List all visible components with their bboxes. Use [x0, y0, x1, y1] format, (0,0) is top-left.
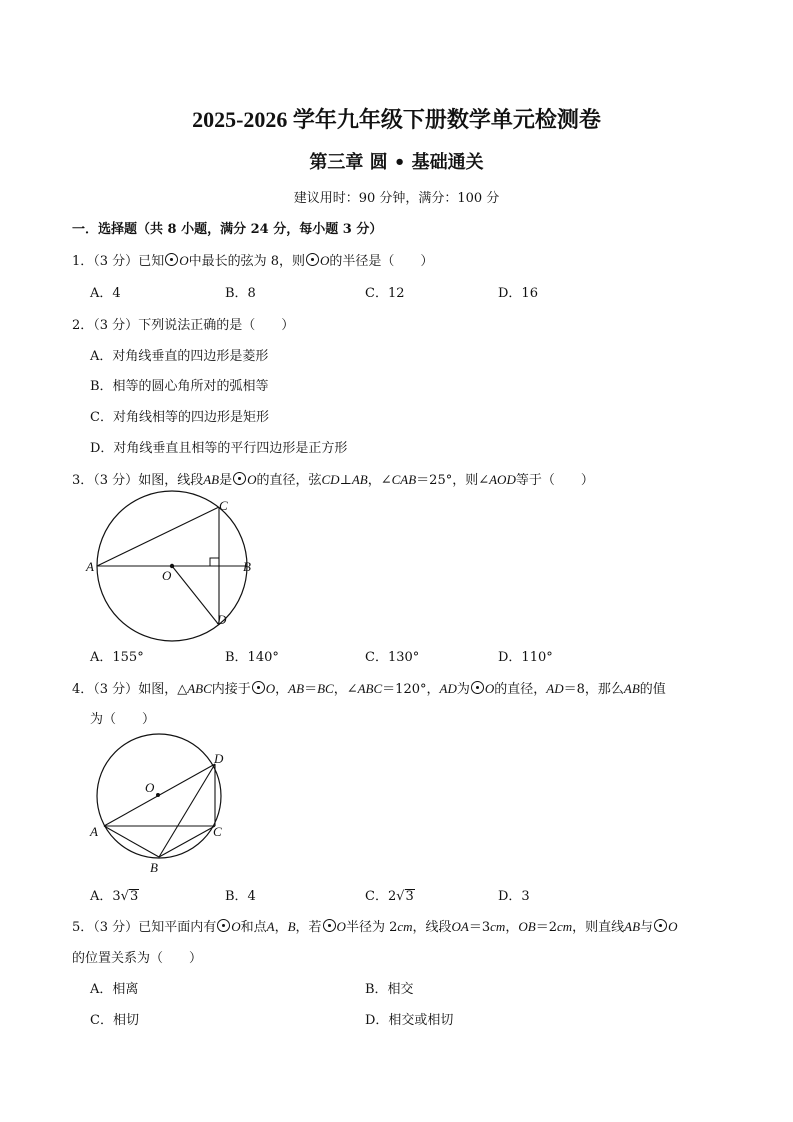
sqrt-icon: √ [120, 889, 129, 904]
math-var: AB [624, 919, 641, 934]
question-5-line2: 的位置关系为（ ） [72, 951, 203, 966]
circle-symbol-icon [471, 681, 484, 694]
option-c[interactable]: C．对角线相等的四边形是矩形 [90, 410, 269, 425]
option-label: A． [90, 889, 113, 904]
option-label: C． [365, 889, 388, 904]
question-text: 等于（ ） [515, 473, 594, 488]
question-number: 3． [72, 473, 94, 488]
question-text: ，若 [295, 920, 322, 935]
segment-ab-q4 [104, 826, 159, 857]
question-number: 5． [72, 920, 94, 935]
math-var: OB [518, 919, 536, 934]
math-var: AD [439, 681, 457, 696]
perpendicular-symbol: ⊥ [339, 473, 352, 488]
question-text: ＝8，那么 [563, 682, 624, 697]
option-a[interactable]: A．对角线垂直的四边形是菱形 [90, 349, 269, 364]
math-var: O [231, 919, 241, 934]
option-coef: 2 [387, 889, 397, 904]
option-d[interactable]: D．3 [498, 889, 530, 904]
option-a[interactable]: A．4 [90, 286, 121, 301]
option-c[interactable]: C．12 [365, 286, 405, 301]
option-d[interactable]: D．110° [498, 650, 553, 665]
question-score: （3 分） [93, 682, 139, 697]
question-text: 与 [640, 920, 654, 935]
math-var: O [484, 681, 495, 696]
question-text: 半径为 2 [345, 920, 398, 935]
page-title: 2025-2026 学年九年级下册数学单元检测卷 [192, 107, 601, 132]
option-b[interactable]: B．4 [225, 889, 256, 904]
math-var: AB [288, 681, 305, 696]
question-score: （3 分） [93, 254, 139, 269]
right-angle-mark [210, 558, 219, 566]
label-a-q4: A [90, 824, 98, 839]
label-o-q4: O [145, 780, 155, 795]
math-var: O [668, 919, 678, 934]
question-text: ＝ [304, 682, 318, 697]
center-point-q4 [156, 793, 160, 797]
question-number: 4． [72, 682, 94, 697]
math-var: OA [451, 919, 469, 934]
math-var: A [266, 919, 275, 934]
question-text: ， [505, 920, 519, 935]
segment-od [172, 566, 219, 625]
circle-symbol-icon [654, 919, 667, 932]
question-text: ，则直线 [572, 920, 625, 935]
math-var: B [287, 919, 296, 934]
question-text: ，线段 [412, 920, 452, 935]
option-coef: 3 [112, 889, 121, 904]
label-o: O [162, 568, 172, 583]
question-text: 如图，△ [138, 682, 188, 697]
label-d: D [217, 612, 227, 627]
question-text: 已知平面内有 [138, 920, 217, 935]
question-score: （3 分） [93, 473, 139, 488]
label-c-q4: C [213, 824, 222, 839]
circle-symbol-icon [323, 919, 336, 932]
question-4-line2: 为（ ） [90, 712, 156, 727]
chapter-subtitle: 第三章 圆 • 基础通关 [309, 152, 484, 173]
question-text: 下列说法正确的是（ ） [138, 318, 295, 333]
question-score: （3 分） [93, 318, 139, 333]
question-score: （3 分） [93, 920, 139, 935]
question-text: 已知 [138, 254, 165, 269]
option-radicand: 3 [129, 889, 139, 904]
math-var: CAB [391, 472, 417, 487]
label-d-q4: D [214, 751, 224, 766]
option-a[interactable]: A．相离 [90, 982, 139, 997]
math-var: BC [317, 681, 334, 696]
question-text: 和点 [240, 920, 267, 935]
math-var: AD [546, 681, 564, 696]
circle-symbol-icon [252, 681, 265, 694]
math-unit: cm [556, 919, 573, 934]
question-text: ，∠ [367, 473, 392, 488]
question-number: 1． [72, 254, 94, 269]
question-4 [72, 678, 666, 697]
question-text: ， [274, 920, 288, 935]
question-text: 内接于 [211, 682, 251, 697]
option-d[interactable]: D．相交或相切 [365, 1013, 454, 1028]
segment-bd-q4 [159, 764, 215, 857]
sqrt-icon: √ [396, 889, 405, 904]
label-b: B [243, 559, 251, 574]
option-b[interactable]: B．相交 [365, 982, 414, 997]
question-text: 的直径，弦 [256, 473, 322, 488]
option-a[interactable] [90, 885, 139, 904]
math-unit: cm [397, 919, 413, 934]
math-var: AB [623, 681, 640, 696]
option-radicand: 3 [405, 889, 414, 904]
label-b-q4: B [150, 860, 158, 875]
question-text: ＝25°，则∠ [416, 473, 490, 488]
question-text: 是 [219, 473, 233, 488]
question-text: ＝120°， [382, 682, 440, 697]
segment-ac [97, 507, 219, 566]
math-unit: cm [490, 919, 506, 934]
question-text: 的值 [639, 682, 666, 697]
section-heading: 一．选择题（共 8 小题，满分 24 分，每小题 3 分） [72, 222, 383, 237]
option-d[interactable]: D．16 [498, 286, 538, 301]
math-var: AB [203, 472, 220, 487]
option-b[interactable]: B．140° [225, 650, 279, 665]
option-b[interactable]: B．8 [225, 286, 256, 301]
question-text: 的直径， [494, 682, 547, 697]
option-c[interactable] [365, 885, 415, 904]
option-a[interactable]: A．155° [90, 650, 144, 665]
question-5 [72, 916, 677, 935]
question-text: ＝3 [468, 920, 491, 935]
question-text: 如图，线段 [138, 473, 204, 488]
question-text: 为 [456, 682, 470, 697]
question-number: 2． [72, 318, 94, 333]
math-var: ABC [187, 681, 212, 696]
option-b[interactable]: B．相等的圆心角所对的弧相等 [90, 379, 269, 394]
circle-symbol-icon [217, 919, 230, 932]
option-d[interactable]: D．对角线垂直且相等的平行四边形是正方形 [90, 441, 348, 456]
math-var: ABC [357, 681, 383, 696]
math-var: O [247, 472, 257, 487]
question-text: 中最长的弦为 8，则 [188, 254, 305, 269]
math-var: O [265, 681, 276, 696]
option-c[interactable]: C．130° [365, 650, 420, 665]
question-text: ＝2 [535, 920, 557, 935]
question-text: ，∠ [333, 682, 358, 697]
label-a: A [86, 559, 94, 574]
math-var: O [320, 253, 330, 268]
label-c: C [219, 498, 228, 513]
segment-bc-q4 [159, 826, 215, 857]
math-var: O [336, 919, 346, 934]
option-c[interactable]: C．相切 [90, 1013, 139, 1028]
math-var: O [179, 253, 189, 268]
exam-info: 建议用时：90 分钟，满分：100 分 [293, 191, 500, 206]
question-text: ， [275, 682, 289, 697]
math-var: AB [351, 472, 368, 487]
math-var: AOD [489, 472, 516, 487]
math-var: CD [321, 472, 340, 487]
question-text: 的半径是（ ） [329, 254, 434, 269]
